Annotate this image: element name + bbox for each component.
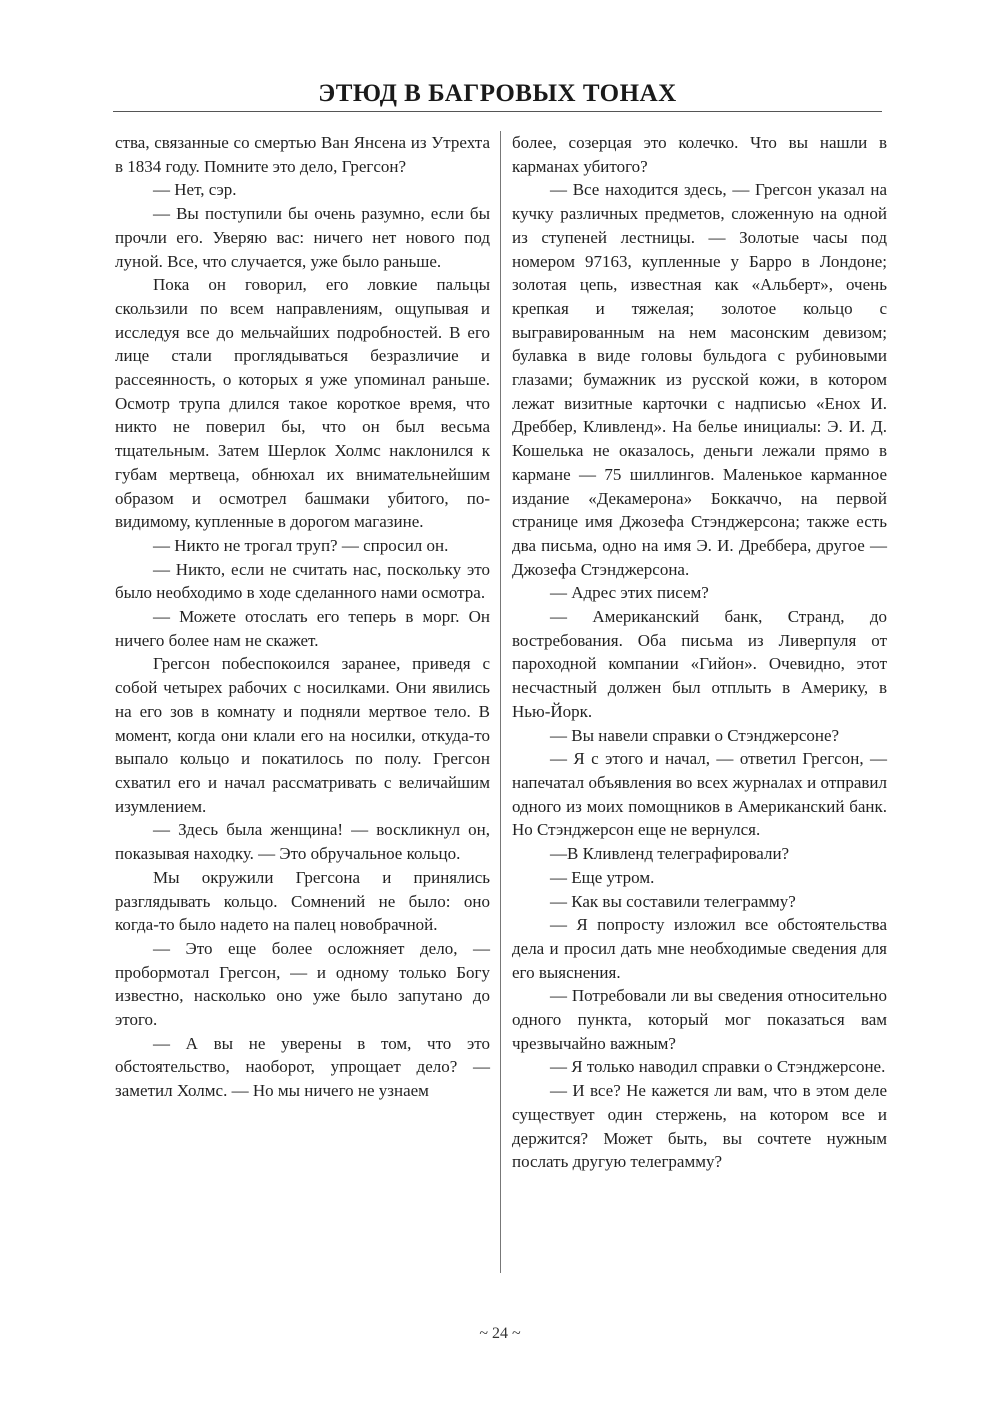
paragraph: — Никто не трогал труп? — спросил он. xyxy=(153,535,449,555)
paragraph: более, созерцая это колечко. Что вы нашли в карманах убитого? xyxy=(512,133,887,176)
paragraph: — А вы не уверены в том, что это обстоятельство, наоборот, упрощает дело? — заметил Холмс. — Но мы ничего не узнаем xyxy=(115,1033,490,1101)
paragraph: Пока он говорил, его ловкие пальцы скользили по всем направлениям, ощупывая и исследуя все до мельчайших подробностей. В его лице стали проглядываться безразличие и рассеянность, о которых я уже упоминал раньше. Осмотр трупа длился такое короткое время, что никто не поверил бы, что он был весьма тщательным. Затем Шерлок Холмс наклонился к губам мертвеца, обнюхал их внимательнейшим образом и осмотрел башмаки убитого, по-видимому, купленные в дорогом магазине. xyxy=(115,275,490,532)
paragraph: — Здесь была женщина! — воскликнул он, показывая находку. — Это обручальное кольцо. xyxy=(115,820,490,864)
paragraph: — Никто, если не считать нас, поскольку это было необходимо в ходе сделанного нами осмотра. xyxy=(115,559,490,603)
header-rule xyxy=(113,111,882,112)
paragraph: — Я попросту изложил все обстоятельства дела и просил дать мне необходимые сведения для его выяснения. xyxy=(512,915,887,982)
paragraph: — Все находится здесь, — Грегсон указал на кучку различных предметов, сложенную на одной из ступеней лестницы. — Золотые часы под номером 97163, купленные у Барро в Лондоне; золотая цепь, известная как «Альберт», очень крепкая и тяжелая; золотое кольцо с выгравированным на нем масонским девизом; булавка в виде головы бульдога с рубиновыми глазами; бумажник из русской кожи, в котором лежат визитные карточки с надписью «Енох И. Дреббер, Кливленд». На белье инициалы: Э. И. Д. Кошелька не оказалось, деньги лежали прямо в кармане — 75 шиллингов. Маленькое карманное издание «Декамерона» Боккаччо, на первой странице имя Джозефа Стэнджерсона; также есть два письма, одно на имя Э. И. Дреббера, другое — Джозефа Стэнджерсона. xyxy=(512,180,887,579)
paragraph: —В Кливленд телеграфировали? xyxy=(550,844,790,864)
paragraph: — Адрес этих писем? xyxy=(550,583,709,603)
paragraph: — Я с этого и начал, — ответил Грегсон, — напечатал объявления во всех журналах и отправил одного из моих помощников в Американский банк. Но Стэнджерсон еще не вернулся. xyxy=(512,749,887,840)
paragraph: — Как вы составили телеграмму? xyxy=(550,891,796,911)
paragraph: — И все? Не кажется ли вам, что в этом деле существует один стержень, на котором все и держится? Может быть, вы сочтете нужным послать другую телеграмму? xyxy=(512,1081,887,1172)
paragraph: — Вы навели справки о Стэнджерсоне? xyxy=(550,725,840,745)
running-head-title: ЭТЮД В БАГРОВЫХ ТОНАХ xyxy=(318,80,677,107)
paragraph: — Вы поступили бы очень разумно, если бы прочли его. Уверяю вас: ничего нет нового под луной. Все, что случается, уже было раньше. xyxy=(115,204,490,271)
page-number: ~ 24 ~ xyxy=(479,1325,521,1342)
paragraph: ства, связанные со смертью Ван Янсена из Утрехта в 1834 году. Помните это дело, Грегсон? xyxy=(115,133,490,176)
paragraph: — Нет, сэр. xyxy=(153,180,237,200)
right-column xyxy=(512,131,887,1174)
column-divider xyxy=(500,131,501,1273)
left-column xyxy=(115,131,490,1103)
paragraph: — Я только наводил справки о Стэнджерсоне. xyxy=(550,1057,886,1077)
paragraph: — Можете отослать его теперь в морг. Он ничего более нам не скажет. xyxy=(115,607,490,650)
paragraph: — Это еще более осложняет дело, — пробормотал Грегсон, — и одному только Богу известно, насколько оно уже было запутано до этого. xyxy=(115,938,490,1030)
paragraph: Мы окружили Грегсона и принялись разглядывать кольцо. Сомнений не было: оно когда-то было надето на палец новобрачной. xyxy=(115,867,490,935)
paragraph: Грегсон побеспокоился заранее, приведя с собой четырех рабочих с носилками. Они явились на его зов в комнату и подняли мертвое тело. В момент, когда они клали его на носилки, откуда-то выпало кольцо и покатилось по полу. Грегсон схватил его и начал рассматривать с величайшим изумлением. xyxy=(115,654,490,816)
paragraph: — Потребовали ли вы сведения относительно одного пункта, который мог показаться вам чрезвычайно важным? xyxy=(512,986,887,1053)
paragraph: — Американский банк, Странд, до востребования. Оба письма из Ливерпуля от пароходной компании «Гийон». Очевидно, этот несчастный должен был отплыть в Америку, в Нью-Йорк. xyxy=(512,607,887,721)
paragraph: — Еще утром. xyxy=(550,867,655,887)
